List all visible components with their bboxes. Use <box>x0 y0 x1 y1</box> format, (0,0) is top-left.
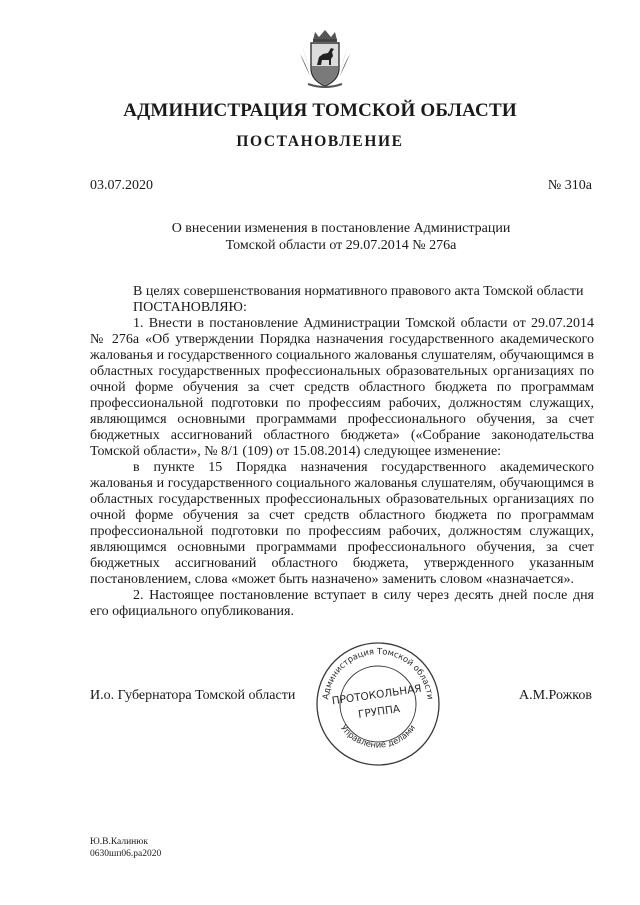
item-1-paragraph: 1. Внести в постановление Администрации Томской области от 29.07.2014 № 276а «Об утверждении Порядка назначения государственного академического жалованья и государственного социального жалованья слушателям, обучающимся в областных государственных профессиональных образовательных организациях по очной форме обучения за счет средств областного бюджета по программам профессиональной подготовки по профессиям рабочих, должностям служащих, являющимся основными программами профессионального обучения, за счет бюджетных ассигнований областного бюджета» («Собрание законодательства Томской области», № 8/1 (109) от 15.08.2014) следующее изменение: <box>90 316 594 459</box>
document-number: № 310а <box>547 178 592 193</box>
signatory-title: И.о. Губернатора Томской области <box>90 688 296 703</box>
document-type: ПОСТАНОВЛЕНИЕ <box>236 133 404 150</box>
stamp-center-line-1: ПРОТОКОЛЬНАЯ <box>331 682 423 708</box>
signatory-name: А.М.Рожков <box>518 688 592 703</box>
executor-block <box>90 836 161 860</box>
executor-name: Ю.В.Калинюк <box>90 837 148 847</box>
document-subject <box>0 220 640 254</box>
executor-code: 0630шп06.ра2020 <box>90 849 162 859</box>
stamp-center-line-2: ГРУППА <box>357 703 401 721</box>
stamp-ring-bottom: Управление делами <box>338 722 418 750</box>
document-date: 03.07.2020 <box>90 178 153 193</box>
organization-title: АДМИНИСТРАЦИЯ ТОМСКОЙ ОБЛАСТИ <box>123 100 517 121</box>
intro-paragraph: В целях совершенствования нормативного правового акта Томской области <box>133 284 584 299</box>
tomsk-coat-of-arms-icon <box>298 28 352 90</box>
decree-word: ПОСТАНОВЛЯЮ: <box>133 300 247 315</box>
item-1-change-paragraph: в пункте 15 Порядка назначения государственного академического жалованья и государственного социального жалованья слушателям, обучающимся в областных государственных профессиональных образовательных организациях по очной форме обучения за счет средств областного бюджета по программам профессиональной подготовки по профессиям рабочих, должностям служащих, являющимся основными программами профессионального обучения, за счет бюджетных ассигнований областного бюджета, утвержденного указанным постановлением, слова «может быть назначено» заменить словом «назначается». <box>90 460 594 587</box>
document-body <box>90 284 594 620</box>
stamp-ring-top: Администрация Томской области <box>320 645 436 701</box>
subject-line-1: О внесении изменения в постановление Администрации <box>171 221 511 236</box>
protocol-group-stamp <box>314 640 442 768</box>
item-2-paragraph: 2. Настоящее постановление вступает в силу через десять дней после дня его официального опубликования. <box>90 588 594 619</box>
subject-line-2: Томской области от 29.07.2014 № 276а <box>225 238 457 253</box>
